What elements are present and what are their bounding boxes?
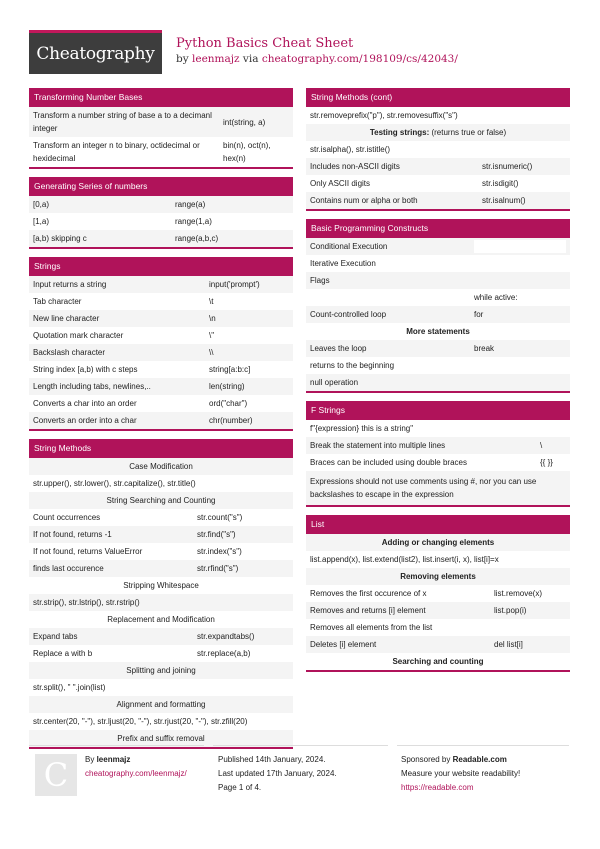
row-code: str.replace(a,b)	[197, 649, 251, 658]
sponsor-label: Sponsored by	[401, 755, 451, 764]
row-description: Flags	[310, 276, 330, 285]
row-description: Removes and returns [i] element	[310, 606, 426, 615]
table-row	[29, 293, 293, 310]
row-code: \\	[209, 348, 214, 357]
left-column	[29, 88, 293, 757]
row-code: str.expandtabs()	[197, 632, 255, 641]
subheading-prefix-suffix: Prefix and suffix removal	[29, 730, 293, 747]
table-row	[29, 230, 293, 247]
table-row	[29, 645, 293, 662]
row-description: returns to the beginning	[310, 361, 395, 370]
row-description: [0,a)	[33, 200, 50, 209]
section-programming-constructs	[306, 219, 570, 393]
row-code: while active:	[474, 293, 518, 302]
footer-divider	[29, 745, 204, 746]
testing-note: (returns true or false)	[429, 128, 507, 137]
table-row	[29, 276, 293, 293]
table-row	[29, 344, 293, 361]
row-code: int(string, a)	[223, 117, 266, 127]
row-code: str.isnumeric()	[482, 162, 533, 171]
row-description: null operation	[310, 378, 359, 387]
section-title: Basic Programming Constructs	[306, 219, 570, 238]
testing-head: Testing strings:	[369, 128, 430, 137]
table-row	[306, 272, 570, 289]
row-description: Length including tabs, newlines,..	[33, 382, 151, 391]
table-row	[29, 526, 293, 543]
section-title: String Methods (cont)	[306, 88, 570, 107]
row-description: If not found, returns -1	[33, 530, 112, 539]
row-description: Input returns a string	[33, 280, 107, 289]
table-row	[29, 213, 293, 230]
row-code: range(a)	[175, 200, 206, 209]
section-string-methods	[29, 439, 293, 749]
section-generating-series	[29, 177, 293, 249]
code-line: f"{expression} this is a string"	[310, 424, 414, 433]
row-code: {{ }}	[540, 458, 553, 467]
table-row	[306, 636, 570, 653]
footer-divider	[397, 745, 569, 746]
row-description: Transform a number string of base a to a decimanl integer	[33, 111, 212, 133]
note-text: Expressions should not use comments using #, nor you can use backslashes to escape in the expression	[306, 471, 570, 505]
byline-by: by	[176, 53, 189, 65]
section-title: Generating Series of numbers	[29, 177, 293, 196]
row-code: str.rfind("s")	[197, 564, 239, 573]
row-description: Deletes [i] element	[310, 640, 377, 649]
table-row	[29, 560, 293, 577]
row-description: [1,a)	[33, 217, 50, 226]
section-title: F Strings	[306, 401, 570, 420]
subheading-splitting-joining: Splitting and joining	[29, 662, 293, 679]
row-code: str.count("s")	[197, 513, 243, 522]
section-strings	[29, 257, 293, 431]
code-line: str.split(), " ".join(list)	[33, 683, 106, 692]
code-line: str.removeprefix("p"), str.removesuffix("s")	[310, 111, 458, 120]
subheading-searching-counting: Searching and counting	[306, 653, 570, 670]
updated-date: Last updated 17th January, 2024.	[218, 769, 337, 778]
table-row	[306, 374, 570, 391]
footer-author-name: leenmajz	[96, 755, 131, 764]
cheatography-logo[interactable]: Cheatography	[29, 30, 162, 74]
row-description: finds last occurence	[33, 564, 104, 573]
table-row	[29, 412, 293, 429]
subheading-testing-strings	[306, 124, 570, 141]
row-description: Converts an order into a char	[33, 416, 137, 425]
byline	[176, 53, 458, 65]
table-row	[29, 196, 293, 213]
sheet-url-link[interactable]: cheatography.com/198109/cs/42043/	[261, 53, 458, 65]
row-description: Backslash character	[33, 348, 106, 357]
section-title: Transforming Number Bases	[29, 88, 293, 107]
page-number: Page 1 of 4.	[218, 783, 262, 792]
table-row	[306, 306, 570, 323]
section-title: Strings	[29, 257, 293, 276]
row-code: string[a:b:c]	[209, 365, 251, 374]
subheading-searching-counting: String Searching and Counting	[29, 492, 293, 509]
table-row	[29, 509, 293, 526]
table-row	[306, 602, 570, 619]
row-code: chr(number)	[209, 416, 253, 425]
row-description: Count occurrences	[33, 513, 101, 522]
section-string-methods-cont	[306, 88, 570, 211]
section-title: String Methods	[29, 439, 293, 458]
row-code: str.isalnum()	[482, 196, 526, 205]
page-footer	[29, 745, 569, 805]
footer-sponsor-block	[401, 753, 520, 795]
row-code: del list[i]	[494, 640, 523, 649]
row-code: range(1,a)	[175, 217, 212, 226]
row-description: Replace a with b	[33, 649, 93, 658]
row-description: [a,b) skipping c	[33, 234, 87, 243]
sponsor-tagline: Measure your website readability!	[401, 769, 521, 778]
table-row	[29, 378, 293, 395]
table-row	[306, 454, 570, 471]
row-code: break	[474, 344, 495, 353]
row-description: Converts a char into an order	[33, 399, 137, 408]
right-column	[306, 88, 570, 680]
row-code: list.pop(i)	[494, 606, 527, 615]
author-avatar[interactable]: C	[35, 754, 77, 796]
table-row	[29, 361, 293, 378]
subheading-alignment: Alignment and formatting	[29, 696, 293, 713]
row-description: Iterative Execution	[310, 259, 376, 268]
table-row	[306, 158, 570, 175]
row-description: Removes all elements from the list	[310, 623, 433, 632]
row-description: Removes the first occurence of x	[310, 589, 427, 598]
page-header	[29, 30, 569, 74]
table-row	[306, 289, 570, 306]
code-line: str.center(20, "-"), str.ljust(20, "-"), str.rjust(20, "-"), str.zfill(20)	[33, 717, 248, 726]
row-description: Braces can be included using double braces	[310, 458, 467, 467]
table-row	[29, 107, 293, 137]
table-row	[306, 238, 570, 255]
footer-divider	[213, 745, 388, 746]
table-row	[29, 628, 293, 645]
row-description: Quotation mark character	[33, 331, 124, 340]
section-transforming-number-bases	[29, 88, 293, 169]
table-row	[306, 192, 570, 209]
row-description: Count-controlled loop	[310, 310, 387, 319]
row-code: len(string)	[209, 382, 245, 391]
table-row	[29, 310, 293, 327]
section-list	[306, 515, 570, 672]
row-code: range(a,b,c)	[175, 234, 219, 243]
table-row	[306, 619, 570, 636]
row-code: \"	[209, 331, 215, 340]
page-title: Python Basics Cheat Sheet	[176, 36, 354, 51]
row-code: \n	[209, 314, 216, 323]
row-description: Break the statement into multiple lines	[310, 441, 446, 450]
table-row	[29, 543, 293, 560]
published-date: Published 14th January, 2024.	[218, 755, 326, 764]
code-line: list.append(x), list.extend(list2), list.insert(i, x), list[i]=x	[310, 555, 499, 564]
row-code: \t	[209, 297, 214, 306]
subheading-adding-elements: Adding or changing elements	[306, 534, 570, 551]
row-code: str.find("s")	[197, 530, 236, 539]
table-row	[29, 137, 293, 167]
row-description: Conditional Execution	[310, 242, 388, 251]
table-row	[29, 395, 293, 412]
subheading-case-modification: Case Modification	[29, 458, 293, 475]
row-description: Transform an integer n to binary, octidecimal or hexidecimal	[33, 141, 200, 163]
code-line: str.strip(), str.lstrip(), str.rstrip()	[29, 594, 293, 611]
row-description: Only ASCII digits	[310, 179, 371, 188]
sponsor-link[interactable]: https://readable.com	[401, 783, 474, 792]
table-row	[306, 175, 570, 192]
row-description: If not found, returns ValueError	[33, 547, 143, 556]
row-code: list.remove(x)	[494, 589, 543, 598]
code-line: str.isalpha(), str.istitle()	[310, 145, 391, 154]
sponsor-name[interactable]: Readable.com	[452, 755, 507, 764]
footer-author-block	[85, 753, 187, 781]
section-f-strings	[306, 401, 570, 507]
row-description: Expand tabs	[33, 632, 78, 641]
subheading-removing-elements: Removing elements	[306, 568, 570, 585]
footer-by: By	[85, 755, 95, 764]
byline-via: via	[242, 53, 259, 65]
row-code	[474, 240, 566, 253]
row-code: \	[540, 441, 543, 450]
row-description: Includes non-ASCII digits	[310, 162, 400, 171]
row-code: for	[474, 310, 484, 319]
row-code: str.index("s")	[197, 547, 242, 556]
row-description: Contains num or alpha or both	[310, 196, 418, 205]
row-code: bin(n), oct(n), hex(n)	[223, 141, 271, 163]
code-line: str.upper(), str.lower(), str.capitalize(), str.title()	[33, 479, 196, 488]
author-link[interactable]: leenmajz	[192, 53, 240, 65]
row-description: New line character	[33, 314, 100, 323]
section-title: List	[306, 515, 570, 534]
table-row	[306, 357, 570, 374]
row-code: str.isdigit()	[482, 179, 519, 188]
subheading-replacement: Replacement and Modification	[29, 611, 293, 628]
table-row	[306, 340, 570, 357]
subheading-stripping-whitespace: Stripping Whitespace	[29, 577, 293, 594]
table-row	[306, 255, 570, 272]
subheading-more-statements: More statements	[306, 323, 570, 340]
table-row	[306, 585, 570, 602]
footer-author-link[interactable]: cheatography.com/leenmajz/	[85, 769, 187, 778]
footer-dates-block	[218, 753, 337, 795]
row-code: input('prompt')	[209, 280, 260, 289]
row-description: String index [a,b) with c steps	[33, 365, 138, 374]
table-row	[306, 437, 570, 454]
row-description: Tab character	[33, 297, 82, 306]
row-code: ord("char")	[209, 399, 248, 408]
table-row	[29, 327, 293, 344]
row-description: Leaves the loop	[310, 344, 367, 353]
